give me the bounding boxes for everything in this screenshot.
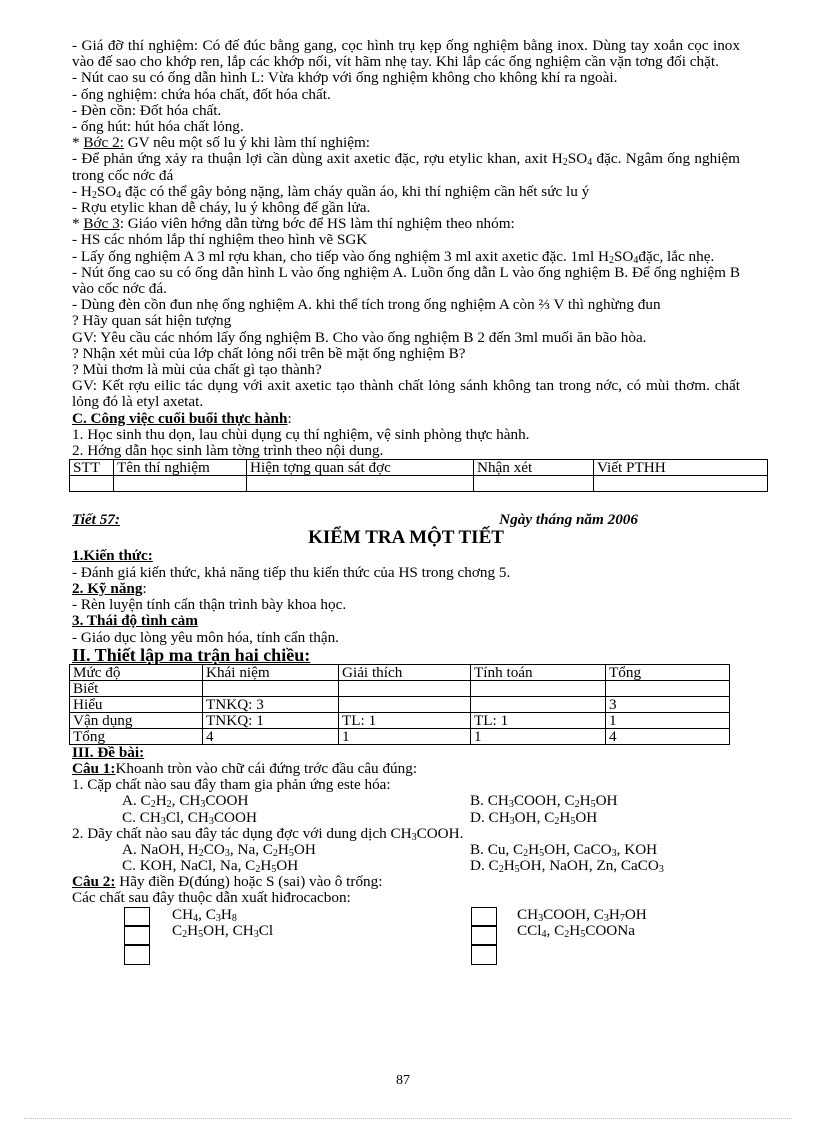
table-cell: Tổng — [70, 728, 203, 744]
document-page — [72, 38, 740, 971]
table-cell — [339, 696, 471, 712]
option-row — [72, 842, 740, 858]
table-header-cell: Tổng — [606, 664, 730, 680]
table-cell: TNKQ: 1 — [203, 712, 339, 728]
table-cell — [594, 476, 768, 492]
section-iii-heading: III. Đề bài: — [72, 743, 145, 761]
table-cell — [339, 680, 471, 696]
paragraph: GV: Yêu cầu các nhóm lấy ống nghiệm B. Cho vào ống nghiệm B 2 đến 3ml muối ăn bão hòa. — [72, 328, 647, 346]
option-b: B. $CH_3COOH$, $C_2H_5OH$ — [470, 792, 618, 811]
table-cell — [114, 476, 247, 492]
option-row — [72, 810, 740, 826]
table-cell: TL: 1 — [471, 712, 606, 728]
table-cell: 4 — [203, 728, 339, 744]
matrix-table — [69, 664, 730, 745]
question-1-2: 2. Dãy chất nào sau đây tác dụng đợc với dung dịch $CH_3COOH$. — [72, 824, 464, 843]
paragraph: - Giá đỡ thí nghiệm: Có đế đúc bằng gang, cọc hình trụ kẹp ống nghiệm bằng inox. Dùng tay xoắn cọc inox vào đế sao cho khớp ren, lắp các khớp nối, vít hãm nhẹ tay. Khi lắp các ống nghiệm cần vặn tơng đối chặt. — [72, 37, 740, 71]
page-edge-divider — [24, 1118, 792, 1119]
table-cell — [247, 476, 474, 492]
table-cell: TL: 1 — [339, 712, 471, 728]
paragraph: - ống hút: hút hóa chất lỏng. — [72, 118, 244, 136]
paragraph: - Dùng đèn cồn đun nhẹ ống nghiệm A. khi thể tích trong ống nghiệm A còn ⅔ V thì nghừng đun — [72, 296, 661, 314]
table-header-cell: Hiện tợng quan sát đợc — [247, 460, 474, 476]
table-header-cell: Tên thí nghiệm — [114, 460, 247, 476]
question-label: Câu 1: — [72, 759, 116, 777]
option-a: A. NaOH, $H_2CO_3$, Na, $C_2H_5OH$ — [122, 840, 316, 859]
table-cell: 4 — [606, 728, 730, 744]
section-ii-heading: II. Thiết lập ma trận hai chiều: — [72, 644, 311, 665]
paragraph: - Lấy ống nghiệm A 3 ml rợu khan, cho tiếp vào ống nghiệm 3 ml axit axetic đặc. 1ml $H_2SO_4đặc$, lắc nhẹ. — [72, 247, 715, 266]
list-item: 1. Học sinh thu dọn, lau chùi dụng cụ thí nghiệm, vệ sinh phòng thực hành. — [72, 425, 530, 443]
table-row — [70, 476, 768, 492]
table-cell: Hiểu — [70, 696, 203, 712]
lesson-date: Ngày tháng năm 2006 — [499, 511, 638, 529]
answer-box[interactable] — [124, 907, 150, 927]
table-cell: TNKQ: 3 — [203, 696, 339, 712]
option-d: D. $C_2H_5OH$, NaOH, Zn, CaCO$_3$ — [470, 857, 664, 876]
answer-box[interactable] — [471, 925, 497, 945]
table-row — [70, 680, 730, 696]
report-table — [69, 459, 768, 492]
table-header-cell: Giải thích — [339, 664, 471, 680]
table-cell: 3 — [606, 696, 730, 712]
table-row — [70, 712, 730, 728]
question-2: Câu 2: Hãy điền Đ(đúng) hoặc S (sai) vào ô trống: — [72, 873, 383, 891]
option-row — [72, 793, 740, 809]
paragraph: - Đánh giá kiến thức, khả năng tiếp thu kiến thức của HS trong chơng 5. — [72, 563, 511, 581]
paragraph: - $H_2SO_4$ đặc có thể gây bỏng nặng, làm cháy quần áo, khi thí nghiệm cần hết sức lu ý — [72, 182, 590, 201]
answer-row — [72, 921, 740, 951]
option-b: B. Cu, $C_2H_5OH$, CaCO$_3$, KOH — [470, 840, 658, 859]
table-header-cell: Tính toán — [471, 664, 606, 680]
answer-box[interactable] — [124, 945, 150, 965]
step-3-label: Bớc 3 — [83, 215, 120, 233]
table-header-row — [70, 460, 768, 476]
paragraph: - HS các nhóm lắp thí nghiệm theo hình vẽ SGK — [72, 231, 368, 249]
table-header-row — [70, 664, 730, 680]
answer-text: $CH_3COOH$, $C_3H_7OH$ — [517, 905, 647, 924]
question-2-sub: Các chất sau đây thuộc dẫn xuất hiđrocacbon: — [72, 889, 351, 907]
question-1: Câu 1:Khoanh tròn vào chữ cái đứng trớc đầu câu đúng: — [72, 759, 418, 777]
table-row — [70, 728, 730, 744]
page-number: 87 — [396, 1073, 410, 1088]
table-header-cell: Mức độ — [70, 664, 203, 680]
step-3-line: * Bớc 3: Giáo viên hớng dẫn từng bớc để HS làm thí nghiệm theo nhóm: — [72, 215, 515, 233]
option-a: A. $C_2H_2$, $CH_3COOH$ — [122, 792, 249, 811]
table-cell: Vận dụng — [70, 712, 203, 728]
paragraph: - Nút cao su có ống dẫn hình L: Vừa khớp với ống nghiệm không cho không khí ra ngoài. — [72, 69, 618, 87]
paragraph: ? Hãy quan sát hiện tượng — [72, 312, 232, 330]
list-item: 2. Hớng dẫn học sinh làm tờng trình theo nội dung. — [72, 442, 384, 460]
answer-box[interactable] — [471, 945, 497, 965]
table-header-cell: Khái niệm — [203, 664, 339, 680]
section-heading: 2. Kỹ năng: — [72, 579, 147, 597]
table-cell: 1 — [339, 728, 471, 744]
table-cell — [606, 680, 730, 696]
table-cell — [203, 680, 339, 696]
question-label: Câu 2: — [72, 873, 116, 891]
option-c: C. $CH_3Cl$, $CH_3COOH$ — [122, 808, 257, 827]
paragraph: GV: Kết rợu eilic tác dụng với axit axetic tạo thành chất lỏng sánh không tan trong nớc, có mùi thơm. chất lỏng đó là etyl axetat. — [72, 377, 740, 411]
table-header-cell: Nhận xét — [474, 460, 594, 476]
table-cell — [474, 476, 594, 492]
option-c: C. KOH, NaCl, Na, $C_2H_5OH$ — [122, 857, 299, 876]
paragraph: - Rợu etylic khan dễ cháy, lu ý không để gần lửa. — [72, 199, 371, 217]
answer-text: $C_2H_5OH$, $CH_3Cl$ — [172, 921, 274, 940]
paragraph: - Đèn cồn: Đốt hóa chất. — [72, 101, 222, 119]
paragraph: - Giáo dục lòng yêu môn hóa, tính cẩn thận. — [72, 628, 339, 646]
paragraph: - Rèn luyện tính cẩn thận trình bày khoa học. — [72, 596, 347, 614]
table-cell — [471, 696, 606, 712]
table-cell — [70, 476, 114, 492]
table-header-cell: Viết PTHH — [594, 460, 768, 476]
table-cell: 1 — [471, 728, 606, 744]
step-2-line: * Bớc 2: GV nêu một số lu ý khi làm thí nghiệm: — [72, 134, 370, 152]
table-cell: Biết — [70, 680, 203, 696]
paragraph: ? Nhận xét mùi của lớp chất lỏng nổi trên bề mặt ống nghiệm B? — [72, 344, 466, 362]
page-title: KIỂM TRA MỘT TIẾT — [308, 527, 504, 549]
paragraph: - Nút ống cao su có ống dẫn hình L vào ống nghiệm A. Luồn ống dẫn L vào ống nghiệm B. Để ống nghiệm B vào cốc nớc đá. — [72, 263, 740, 298]
table-cell — [471, 680, 606, 696]
lesson-number: Tiết 57: — [72, 511, 120, 529]
table-row — [70, 696, 730, 712]
answer-box[interactable] — [124, 925, 150, 945]
option-d: D. $CH_3OH$, $C_2H_5OH$ — [470, 808, 598, 827]
answer-box[interactable] — [471, 907, 497, 927]
table-cell: 1 — [606, 712, 730, 728]
answer-text: CCl$_4$, $C_2H_5COONa$ — [517, 921, 635, 940]
table-header-cell: STT — [70, 460, 114, 476]
paragraph: - Để phản ứng xảy ra thuận lợi cần dùng axit axetic đặc, rợu etylic khan, axit $H_2SO_4$ đặc. Ngâm ống nghiệm trong cốc nớc đá — [72, 150, 740, 184]
section-heading: 1.Kiến thức: — [72, 547, 153, 565]
paragraph: ? Mùi thơm là mùi của chất gì tạo thành? — [72, 361, 322, 379]
section-c-heading: C. Công việc cuối buổi thực hành: — [72, 409, 292, 427]
option-row — [72, 858, 740, 874]
paragraph: - ống nghiệm: chứa hóa chất, đốt hóa chất. — [72, 85, 331, 103]
answer-text: $CH_4$, $C_3H_8$ — [172, 905, 237, 924]
step-2-label: Bớc 2: — [83, 134, 124, 152]
section-heading: 3. Thái độ tình cảm — [72, 612, 198, 630]
question-1-1: 1. Cặp chất nào sau đây tham gia phản ứng este hóa: — [72, 776, 391, 794]
answer-row — [72, 951, 740, 971]
